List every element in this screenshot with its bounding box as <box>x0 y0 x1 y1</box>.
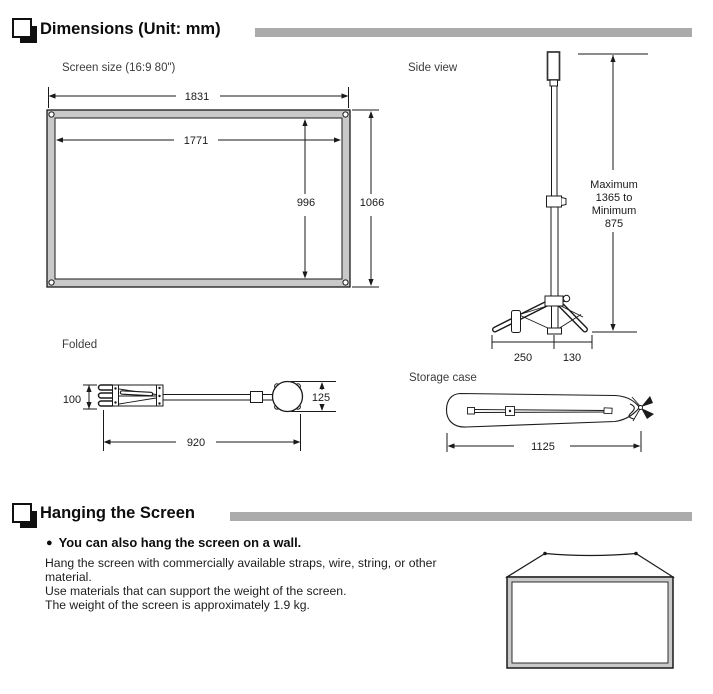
dim-overall-height: 1066 <box>359 197 385 209</box>
dim-folded-height: 100 <box>62 394 82 406</box>
bullet-icon: ● <box>46 537 53 549</box>
dim-overall-width: 1831 <box>184 91 210 103</box>
section-marker-icon <box>12 18 32 38</box>
height-note-line1: Maximum <box>590 179 638 191</box>
screen-size-diagram <box>47 87 379 287</box>
hanging-body-line: Use materials that can support the weight of the screen. <box>45 584 347 598</box>
folded-diagram <box>83 382 336 452</box>
hanging-header <box>0 485 713 535</box>
hanging-body-line: Hang the screen with commercially available straps, wire, string, or other <box>45 556 437 570</box>
dim-spread-right: 130 <box>562 352 582 364</box>
dim-spread-left: 250 <box>513 352 533 364</box>
height-note-line4: 875 <box>604 218 624 230</box>
screen-size-label: Screen size (16:9 80") <box>62 62 176 74</box>
dim-storage-length: 1125 <box>531 441 555 453</box>
header-rule-bar <box>255 28 692 37</box>
side-view-label: Side view <box>408 62 458 74</box>
section-marker-icon <box>12 503 32 523</box>
height-note-line3: Minimum <box>591 205 637 217</box>
storage-case-label: Storage case <box>409 372 477 384</box>
header-rule-bar <box>230 512 692 521</box>
dimensions-header <box>0 0 713 50</box>
hanging-bullet-line <box>46 535 301 550</box>
folded-label: Folded <box>62 339 98 351</box>
dim-viewable-height: 996 <box>296 197 316 209</box>
hanging-bullet-text: You can also hang the screen on a wall. <box>58 535 302 550</box>
dim-viewable-width: 1771 <box>183 135 209 147</box>
dim-folded-length: 920 <box>186 437 206 449</box>
hanging-screen-drawing <box>507 552 673 668</box>
hanging-body-line: The weight of the screen is approximately 1.9 kg. <box>45 598 310 612</box>
section-title: Hanging the Screen <box>40 504 195 522</box>
height-note-line2: 1365 to <box>595 192 633 204</box>
hanging-body-line: material. <box>45 570 92 584</box>
dim-folded-diameter: 125 <box>311 392 331 404</box>
section-title: Dimensions (Unit: mm) <box>40 20 221 38</box>
